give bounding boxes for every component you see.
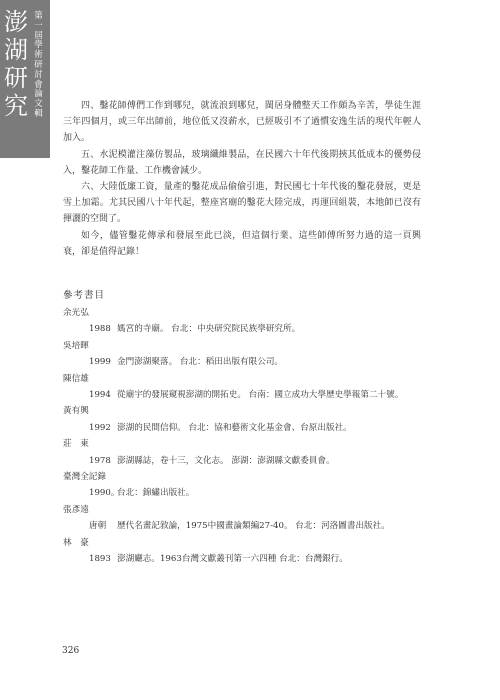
body-text (63, 98, 421, 260)
reference-author: 黃有興 (63, 406, 89, 417)
journal-banner (0, 0, 50, 158)
reference-item (63, 436, 423, 469)
reference-author: 林 豪 (63, 537, 89, 548)
reference-entry (63, 354, 423, 370)
reference-author: 張彥遠 (63, 504, 89, 515)
paragraph: 四、鑿花師傅們工作到哪兒，就流浪到哪兒，閩居身體整天工作頗為辛苦，學徒生涯三年四個月，或三年出師前，地位低又沒薪水，已經吸引不了過慣安逸生活的現代年輕人加入。 (63, 101, 421, 144)
reference-author: 陳信雄 (63, 373, 89, 384)
reference-author: 莊 東 (63, 439, 89, 450)
reference-entry (63, 321, 423, 337)
references-heading: 參考書目 (63, 290, 106, 301)
reference-year: 唐朝 (89, 521, 107, 532)
reference-text: 澎湖縣誌，卷十三，文化志。 澎湖：澎湖縣文獻委員會。 (117, 455, 335, 466)
reference-item (63, 338, 423, 371)
reference-entry (63, 551, 423, 567)
reference-text: 台北：錦繡出版社。 (117, 488, 195, 499)
reference-item (63, 469, 423, 502)
reference-text: 金門澎湖聚落。 台北：稻田出版有限公司。 (117, 357, 284, 368)
references-list (63, 305, 423, 568)
reference-item (63, 305, 423, 338)
reference-year: 1893 (89, 554, 111, 565)
reference-text: 歷代名畫記敘論，1975中國畫論類編27-40。 台北：河洛圖書出版社。 (117, 521, 390, 532)
paragraph: 六、大陸低廉工資，量產的鑿花成品偷偷引進，對民國七十年代後的鑿花發展，更是雪上加霜。尤其民國八十年代起，整座宮廟的鑿花大陸完成，再運回組裝，本地師已沒有揮灑的空間了。 (63, 182, 421, 225)
reference-author: 余光弘 (63, 308, 89, 318)
journal-title: 澎湖研究 (4, 8, 28, 120)
page-number: 326 (62, 646, 80, 656)
reference-item (63, 502, 423, 535)
reference-item (63, 535, 423, 568)
reference-text: 澎湖廳志。1963台灣文獻叢刊第一六四種 台北：台灣銀行。 (117, 554, 348, 565)
reference-item (63, 371, 423, 404)
journal-subtitle: 第一屆學術研討會論文輯 (34, 11, 43, 119)
reference-year: 1978 (89, 455, 111, 466)
reference-entry (63, 518, 423, 534)
reference-year: 1992 (89, 422, 111, 433)
reference-author: 臺灣全記錄 (63, 472, 106, 483)
reference-entry (63, 485, 423, 501)
reference-text: 澎湖的民間信仰。 台北：協和藝術文化基金會、台原出版社。 (117, 422, 352, 433)
reference-year: 1988 (89, 324, 111, 335)
reference-item (63, 403, 423, 436)
reference-author: 吳培暉 (63, 340, 89, 351)
paragraph: 如今，儘管鑿花傳承和發展至此已淡，但這個行業、這些師傅所努力過的這一頁興衰，卻是值得記錄！ (63, 230, 421, 257)
reference-text: 媽宮的寺廟。 台北：中央研究院民族學研究所。 (117, 324, 301, 335)
reference-year: 1990。 (89, 488, 120, 499)
reference-year: 1999 (89, 357, 111, 368)
reference-entry (63, 387, 423, 403)
reference-entry (63, 453, 423, 469)
paragraph: 五、水泥模灌注藻仿製品，玻璃纖維製品，在民國六十年代後期挾其低成本的優勢侵入，鑿花師工作量、工作機會減少。 (63, 149, 421, 176)
reference-entry (63, 420, 423, 436)
reference-year: 1994 (89, 390, 111, 401)
reference-text: 從廟宇的發展窺視澎湖的開拓史。 台南：國立成功大學歷史學報第二十號。 (117, 390, 404, 401)
